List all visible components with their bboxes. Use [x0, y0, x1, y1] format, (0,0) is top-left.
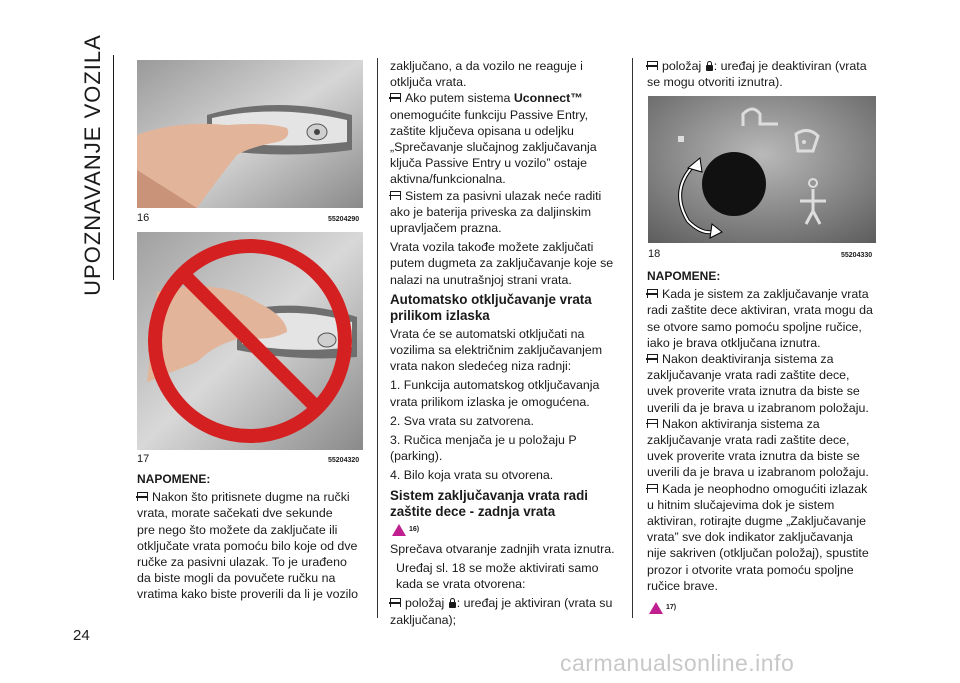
- column-1: [137, 471, 369, 603]
- unlock-icon: [706, 61, 713, 71]
- paragraph-lock-button: Vrata vozila takođe možete zaključati putem dugmeta za zaključavanje koje se nalazi na unutrašnjoj strani vrata.: [390, 240, 614, 287]
- paragraph-activation: Uređaj sl. 18 se može aktivirati samo kada se vrata otvorena:: [396, 561, 599, 592]
- note-3: Nakon aktiviranja sistema za zaključavanje vrata radi zaštite dece, uvek proverite vrata iznutra da biste se uverili da je brava u izabranom položaju.: [647, 416, 869, 480]
- notes-heading: NAPOMENE:: [137, 472, 211, 486]
- list-item: 4. Bilo koja vrata su otvorena.: [390, 468, 554, 483]
- figure-17-prohibited: [137, 232, 363, 450]
- column-2: [390, 58, 625, 628]
- prohibited-handle-illustration: [137, 232, 363, 450]
- lock-icon: [449, 598, 456, 608]
- figure-18-number: 18: [648, 248, 661, 260]
- door-handle-press-illustration: [137, 60, 363, 208]
- column-3-top: [647, 58, 882, 90]
- warning-reference: 16): [392, 522, 625, 539]
- heading-auto-unlock: Automatsko otključavanje vrata prilikom izlaska: [390, 291, 592, 323]
- note-1: Kada je sistem za zaključavanje vrata radi zaštite dece aktiviran, vrata mogu da se otvore samo pomoću spoljne ručice, iako je brava otključana iznutra.: [647, 287, 873, 350]
- list-item: 2. Sva vrata su zatvorena.: [390, 413, 534, 428]
- bullet-icon: [647, 61, 658, 70]
- figure-16-door-handle: [137, 60, 363, 208]
- note-paragraph: Nakon što pritisnete dugme na ručki vrata, morate sačekati dve sekunde pre nego što možete da zaključate ili otključate vrata pomoću bilo koje od dve ručke za pasivni ulazak. To je urađeno da biste mogli da povučete ručku na vratima kako biste proverili da li je vozilo: [137, 490, 359, 602]
- warning-reference: 17): [649, 600, 884, 617]
- bullet-battery: Sistem za pasivni ulazak neće raditi ako je baterija priveska za daljinskim upravljačem prazna.: [390, 188, 602, 236]
- section-title: UPOZNAVANJE VOZILA: [80, 34, 105, 296]
- note-bullet-icon: [647, 419, 658, 428]
- column-divider-2: [632, 58, 633, 618]
- paragraph-auto-unlock: Vrata će se automatski otključati na vozilima sa električnim zaključavanjem vrata nakon sledećeg niza radnji:: [390, 326, 603, 374]
- list-item: 1. Funkcija automatskog otključavanja vrata prilikom izlaska je omogućena.: [390, 378, 600, 409]
- section-rule: [113, 55, 114, 280]
- figure-18-code: 55204330: [841, 252, 873, 259]
- column-divider-1: [377, 58, 378, 618]
- paragraph-prevents: Sprečava otvaranje zadnjih vrata iznutra.: [390, 541, 615, 556]
- bullet-icon: [390, 598, 401, 607]
- note-bullet-icon: [647, 484, 658, 493]
- figure-16-number: 16: [137, 212, 150, 224]
- section-tab: [78, 34, 108, 296]
- note-2: Nakon deaktiviranja sistema za zaključavanje vrata radi zaštite dece, uvek proverite vrata iznutra da biste se uverili da je brava u izabranom položaju.: [647, 352, 869, 415]
- figure-18-child-lock: [648, 96, 876, 243]
- column-3-notes: [647, 268, 884, 617]
- note-bullet-icon: [647, 354, 658, 363]
- watermark: carmanualsonline.info: [560, 650, 795, 676]
- bullet-uconnect: Ako putem sistema Uconnect™ onemogućite funkciju Passive Entry, zaštite ključeva opisana u odeljku „Sprečavanje slučajnog zaključavanja ključa Passive Entry u vozilo” ostaje aktivna/funkcionalna.: [390, 91, 597, 187]
- bullet-position-locked: položaj : uređaj je aktiviran (vrata su zaključana);: [390, 596, 613, 627]
- warning-icon: [649, 602, 663, 614]
- warning-icon: [392, 524, 406, 536]
- continued-text: zaključano, a da vozilo ne reaguje i otključa vrata.: [390, 59, 583, 90]
- bullet-icon: [390, 93, 401, 102]
- note-bullet-icon: [137, 492, 148, 501]
- figure-17-number: 17: [137, 453, 150, 465]
- bullet-icon: [390, 191, 401, 200]
- note-bullet-icon: [647, 289, 658, 298]
- note-4: Kada je neophodno omogućiti izlazak u hitnim slučajevima dok je sistem aktiviran, rotirajte dugme „Zaključavanje vrata” sve dok indikator zaključavanja nije sakriven (otključan položaj), spustite prozor i otvorite vrata pomoću spoljne ručice brave.: [647, 481, 869, 593]
- figure-17-code: 55204320: [328, 457, 360, 464]
- list-item: 3. Ručica menjača je u položaju P (parking).: [390, 433, 577, 464]
- bullet-position-unlocked: položaj : uređaj je deaktiviran (vrata se mogu otvoriti iznutra).: [647, 59, 867, 90]
- heading-child-lock: Sistem zaključavanja vrata radi zaštite dece - zadnja vrata: [390, 487, 588, 519]
- page-number: 24: [73, 627, 90, 644]
- child-lock-illustration: [648, 96, 876, 243]
- notes-heading: NAPOMENE:: [647, 269, 721, 283]
- figure-16-code: 55204290: [328, 216, 360, 223]
